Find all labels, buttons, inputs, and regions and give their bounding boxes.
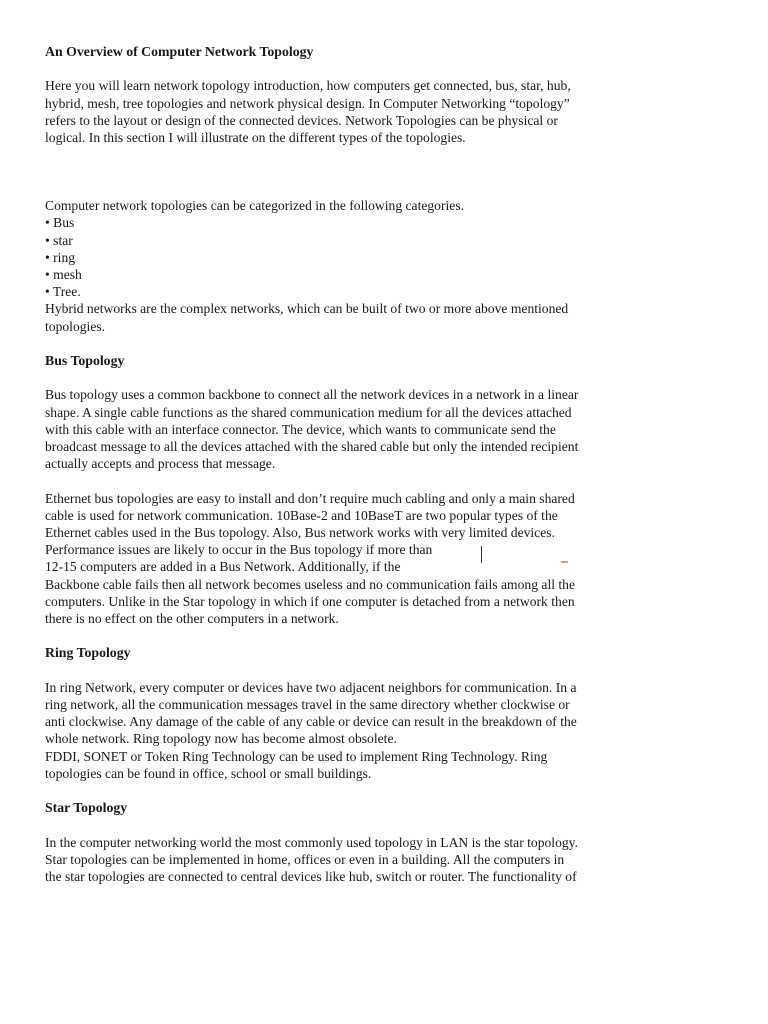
- intro-paragraph: [45, 77, 645, 146]
- ring-paragraph: [45, 679, 645, 782]
- category-item-mesh: • mesh: [45, 267, 82, 283]
- bus-p1-line: actually accepts and process that message.: [45, 456, 276, 472]
- bus-p2-line: cable is used for network communication. 10Base-2 and 10BaseT are two popular types of the: [45, 507, 558, 523]
- bus-p2-line: there is no effect on the other computers in a network.: [45, 611, 339, 627]
- ring-heading: Ring Topology: [45, 645, 131, 661]
- ring-line: FDDI, SONET or Token Ring Technology can be used to implement Ring Technology. Ring: [45, 748, 548, 764]
- document-title: An Overview of Computer Network Topology: [45, 44, 314, 59]
- bus-paragraph-1: [45, 386, 645, 472]
- bus-p2-line: computers. Unlike in the Star topology in which if one computer is detached from a network then: [45, 593, 575, 609]
- bus-p2-line: Ethernet cables used in the Bus topology. Also, Bus network works with very limited devices.: [45, 525, 555, 541]
- star-heading: Star Topology: [45, 800, 128, 816]
- bus-p2-line: Ethernet bus topologies are easy to install and don’t require much cabling and only a main shared: [45, 490, 575, 506]
- star-paragraph: [45, 834, 645, 886]
- bus-heading: Bus Topology: [45, 353, 125, 369]
- intro-line: logical. In this section I will illustrate on the different types of the topologies.: [45, 130, 466, 145]
- intro-line: hybrid, mesh, tree topologies and network physical design. In Computer Networking “topology”: [45, 95, 570, 111]
- star-line: the star topologies are connected to central devices like hub, switch or router. The functionality of: [45, 869, 577, 885]
- intro-line: Here you will learn network topology introduction, how computers get connected, bus, star, hub,: [45, 78, 571, 94]
- hybrid-line: topologies.: [45, 318, 106, 334]
- orange-dash-mark: [561, 561, 568, 563]
- bus-p1-line: shape. A single cable functions as the shared communication medium for all the devices attached: [45, 404, 572, 420]
- bus-p2-line: Backbone cable fails then all network becomes useless and no communication fails among all the: [45, 576, 575, 592]
- category-item-tree: • Tree.: [45, 284, 81, 300]
- bus-p2-line: Performance issues are likely to occur in the Bus topology if more than: [45, 542, 433, 558]
- ring-line: anti clockwise. Any damage of the cable of any cable or device can result in the breakdown of the: [45, 714, 577, 730]
- ring-line: topologies can be found in office, school or small buildings.: [45, 765, 372, 781]
- ring-line: ring network, all the communication messages travel in the same directory whether clockwise or: [45, 697, 570, 713]
- category-item-bus: • Bus: [45, 215, 75, 231]
- category-item-ring: • ring: [45, 249, 76, 265]
- text-cursor-mark: [481, 546, 482, 563]
- bus-p2-line: 12-15 computers are added in a Bus Network. Additionally, if the: [45, 559, 401, 575]
- bus-paragraph-2: [45, 490, 645, 628]
- star-line: In the computer networking world the most commonly used topology in LAN is the star topology.: [45, 834, 578, 850]
- ring-line: whole network. Ring topology now has become almost obsolete.: [45, 731, 397, 747]
- categories-intro: Computer network topologies can be categorized in the following categories.: [45, 198, 465, 214]
- hybrid-line: Hybrid networks are the complex networks, which can be built of two or more above mentioned: [45, 301, 569, 317]
- intro-line: refers to the layout or design of the connected devices. Network Topologies can be physical or: [45, 112, 558, 128]
- ring-line: In ring Network, every computer or devices have two adjacent neighbors for communication. In a: [45, 679, 577, 695]
- bus-p1-line: with this cable with an interface connector. The device, which wants to communicate send the: [45, 421, 556, 437]
- document-page: [45, 43, 645, 885]
- star-line: Star topologies can be implemented in home, offices or even in a building. All the computers in: [45, 851, 565, 867]
- categories-paragraph: [45, 197, 645, 335]
- bus-p1-line: Bus topology uses a common backbone to connect all the network devices in a network in a linear: [45, 387, 579, 403]
- category-item-star: • star: [45, 232, 73, 248]
- bus-p1-line: broadcast message to all the devices attached with the shared cable but only the intended recipient: [45, 439, 579, 455]
